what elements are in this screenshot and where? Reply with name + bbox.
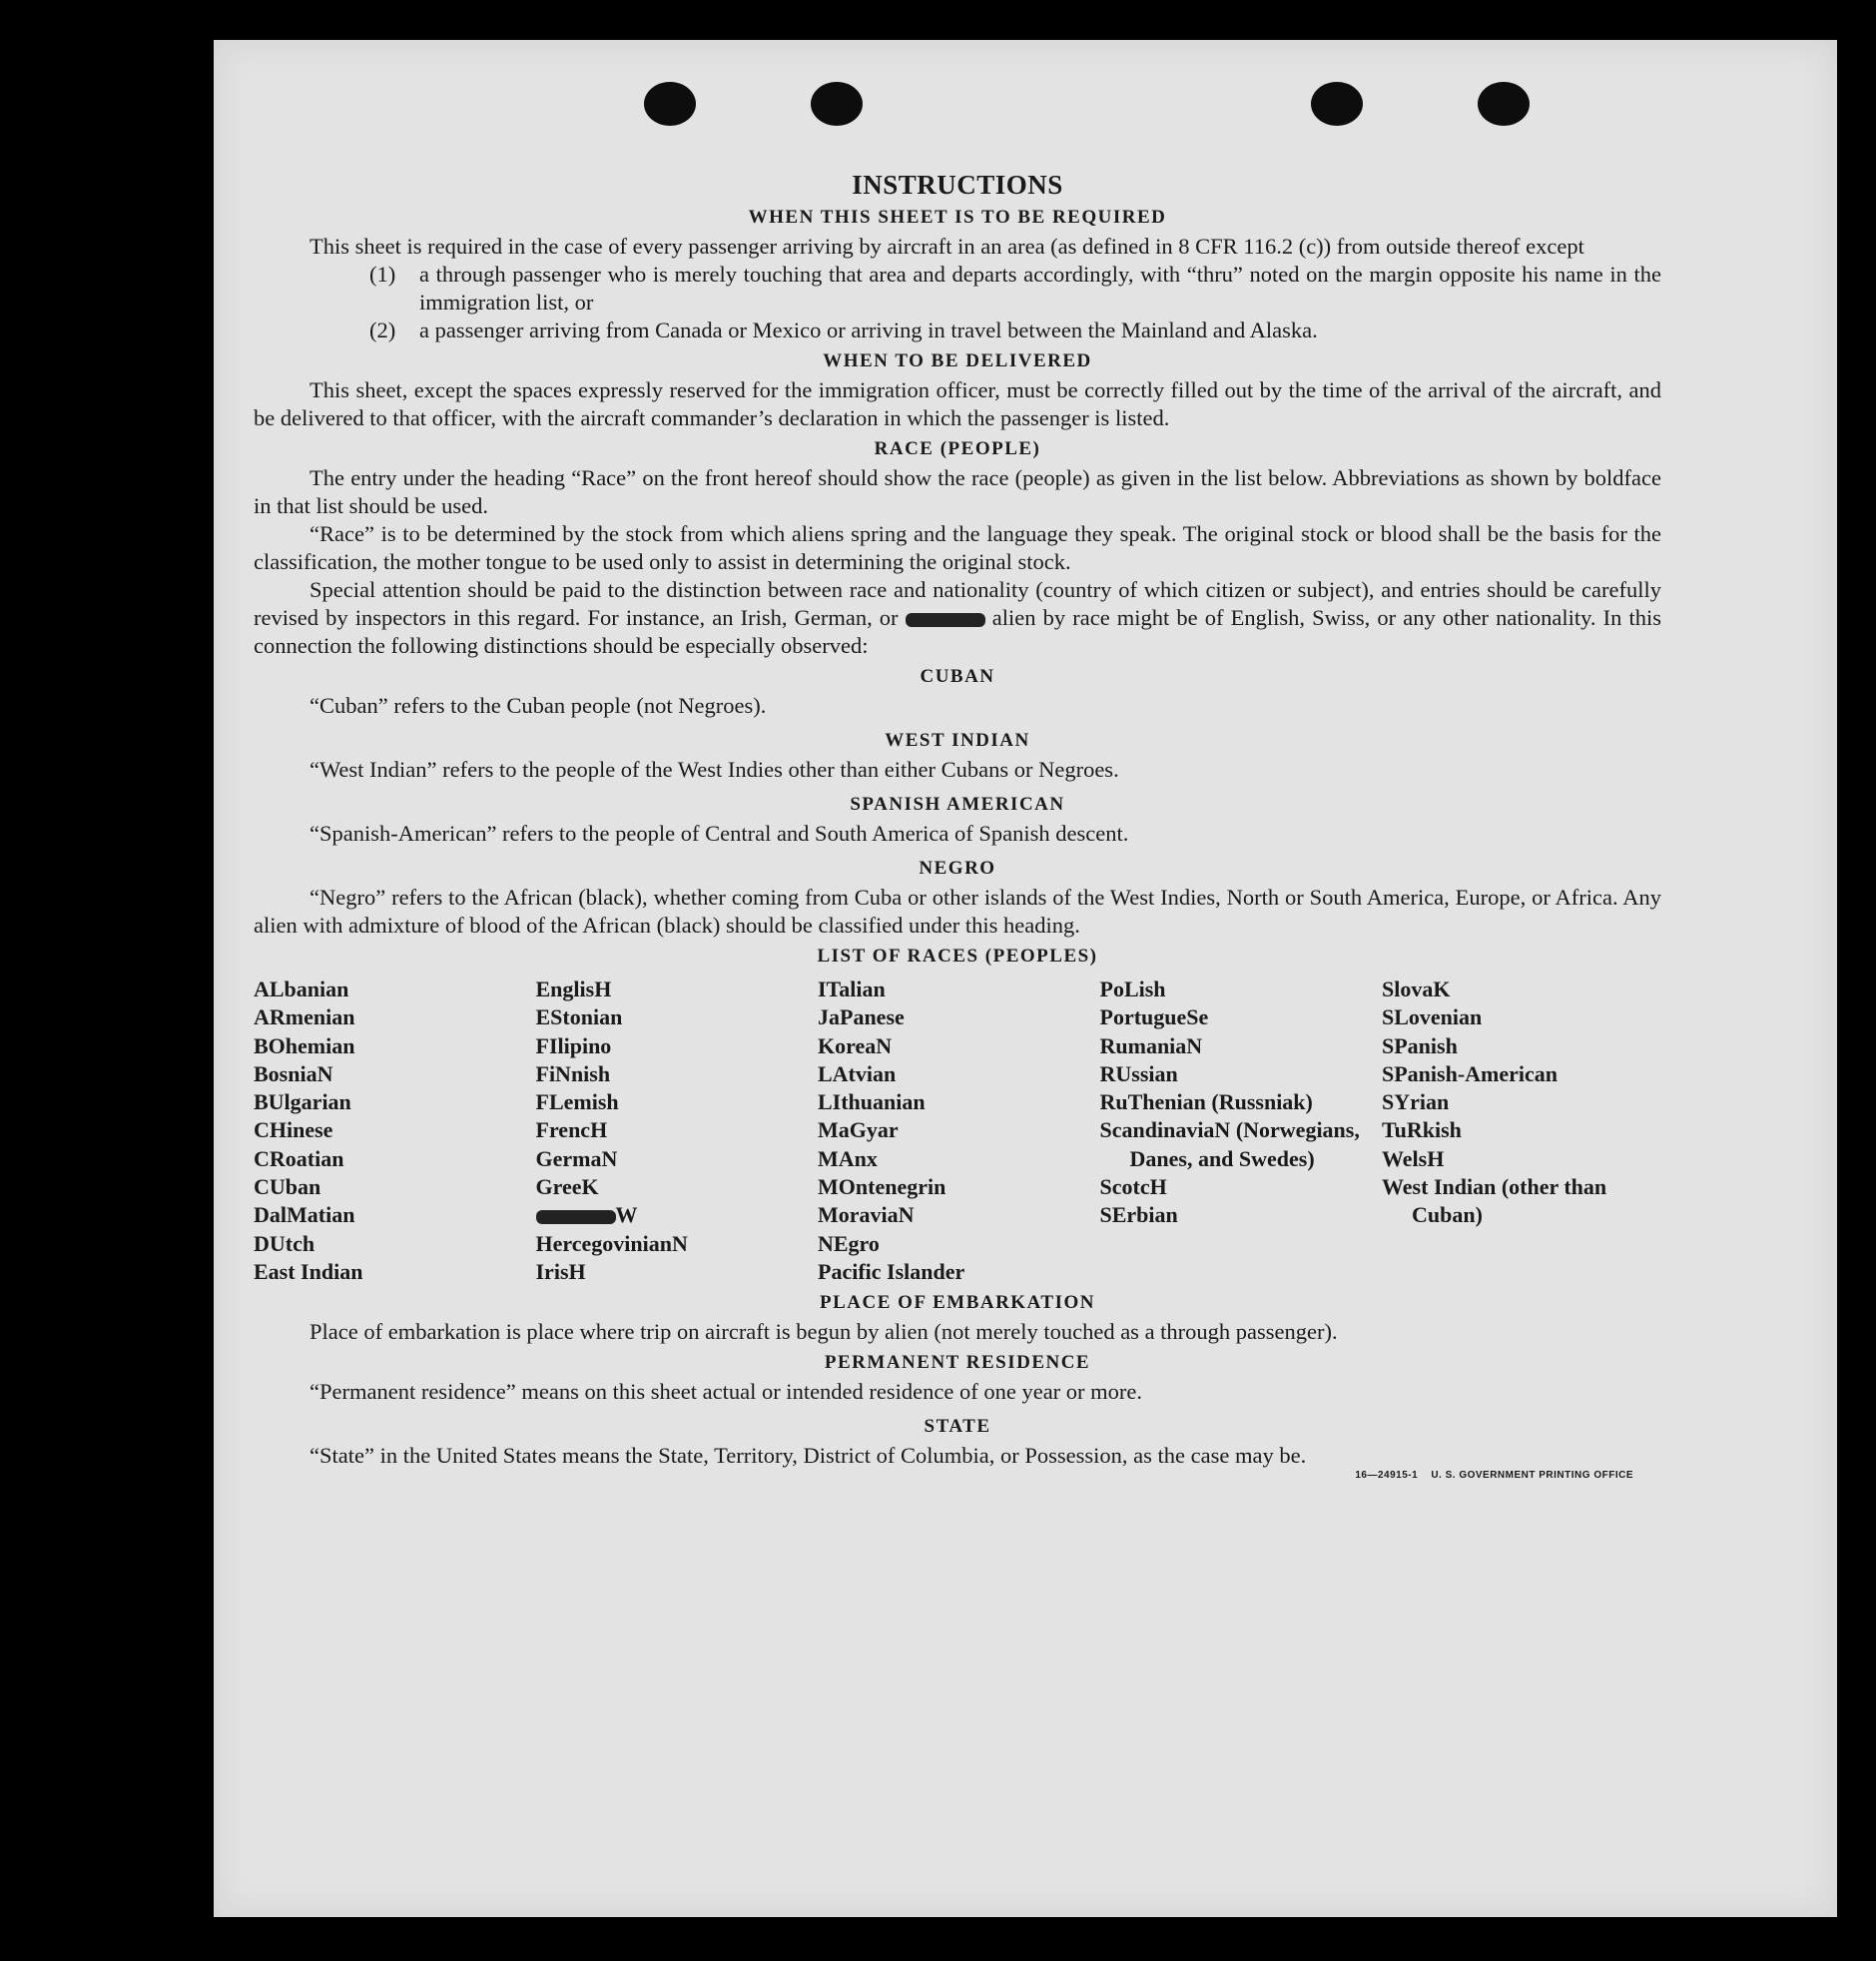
list-item: (1) a through passenger who is merely touching that area and departs accordingly, with “thru” noted on the margin opposite his name in the immigration list, or <box>369 262 1661 315</box>
required-intro: This sheet is required in the case of every passenger arriving by aircraft in an area (as defined in 8 CFR 116.2 (c)) from outside thereof except <box>310 234 1584 259</box>
state-text: “State” in the United States means the State, Territory, District of Columbia, or Possession, as the case may be. <box>310 1443 1307 1469</box>
punch-hole <box>1478 82 1530 126</box>
section-heading-residence: PERMANENT RESIDENCE <box>824 1352 1091 1374</box>
section-heading-required: WHEN THIS SHEET IS TO BE REQUIRED <box>748 207 1167 228</box>
redaction-mark <box>536 1210 616 1224</box>
section-heading-spanish-american: SPANISH AMERICAN <box>850 794 1065 815</box>
section-heading-race-list: LIST OF RACES (PEOPLES) <box>817 946 1098 967</box>
race-column-5: SlovaK SLovenian SPanish SPanish-American SYrian TuRkish WelsH West Indian (other than Cuban) <box>1382 977 1607 1228</box>
section-heading-negro: NEGRO <box>919 858 996 879</box>
spanish-american-text: “Spanish-American” refers to the people of Central and South America of Spanish descent. <box>310 821 1129 846</box>
redacted-entry: W <box>536 1201 816 1229</box>
printer-imprint: 16—24915-1 U. S. GOVERNMENT PRINTING OFFICE <box>1355 1470 1633 1482</box>
residence-text: “Permanent residence” means on this sheet actual or intended residence of one year or more. <box>310 1379 1143 1405</box>
west-indian-text: “West Indian” refers to the people of the West Indies other than either Cubans or Negroes. <box>310 757 1119 782</box>
race-list <box>254 976 1661 1286</box>
list-item: (2) a passenger arriving from Canada or Mexico or arriving in travel between the Mainland and Alaska. <box>369 318 1318 342</box>
section-heading-embarkation: PLACE OF EMBARKATION <box>820 1292 1095 1314</box>
document-body <box>254 170 1661 1485</box>
punch-hole <box>644 82 696 126</box>
section-heading-race: RACE (PEOPLE) <box>874 438 1041 459</box>
race-column-4: PoLish PortugueSe RumaniaN RUssian RuThenian (Russniak) ScandinaviaN (Norwegians, Danes, and Swedes) ScotcH SErbian <box>1099 977 1360 1228</box>
cuban-text: “Cuban” refers to the Cuban people (not Negroes). <box>310 693 767 718</box>
footer <box>254 1470 1661 1485</box>
race-paragraph-1: The entry under the heading “Race” on the front hereof should show the race (people) as given in the list below. Abbreviations as shown by boldface in that list should be used. <box>254 465 1661 518</box>
punch-hole <box>811 82 863 126</box>
instruction-sheet <box>214 40 1837 1917</box>
section-heading-delivered: WHEN TO BE DELIVERED <box>823 350 1092 371</box>
section-heading-west-indian: WEST INDIAN <box>885 730 1030 751</box>
page-title: INSTRUCTIONS <box>852 170 1063 200</box>
race-column-3: ITalian JaPanese KoreaN LAtvian LIthuanian MaGyar MAnx MOntenegrin MoraviaN NEgro Pacific Islander <box>818 977 965 1284</box>
race-column-1: ALbanian ARmenian BOhemian BosniaN BUlgarian CHinese CRoatian CUban DalMatian DUtch East Indian <box>254 977 363 1284</box>
race-paragraph-2: “Race” is to be determined by the stock from which aliens spring and the language they speak. The original stock or blood shall be the basis for the classification, the mother tongue to be used only to assist in determining the original stock. <box>254 521 1661 574</box>
redaction-mark <box>906 613 985 627</box>
embarkation-text: Place of embarkation is place where trip on aircraft is begun by alien (not merely touched as a through passenger). <box>310 1319 1338 1345</box>
race-column-2: EnglisH EStonian FIlipino FiNnish FLemish FrencH GermaN GreeK W HercegovinianN IrisH <box>536 976 816 1286</box>
negro-text: “Negro” refers to the African (black), whether coming from Cuba or other islands of the West Indies, North or South America, Europe, or Africa. Any alien with admixture of blood of the African (black) should be classified under this heading. <box>254 885 1661 938</box>
delivered-text: This sheet, except the spaces expressly reserved for the immigration officer, must be correctly filled out by the time of the arrival of the aircraft, and be delivered to that officer, with the aircraft commander’s declaration in which the passenger is listed. <box>254 377 1661 430</box>
section-heading-cuban: CUBAN <box>920 666 995 687</box>
punch-hole <box>1311 82 1363 126</box>
race-paragraph-3: Special attention should be paid to the distinction between race and nationality (country of which citizen or subject), and entries should be carefully revised by inspectors in this regard. For instance, an Irish, German, or alien by race might be of English, Swiss, or any other nationality. In this connection the following distinctions should be especially observed: <box>254 577 1662 658</box>
section-heading-state: STATE <box>924 1416 991 1438</box>
